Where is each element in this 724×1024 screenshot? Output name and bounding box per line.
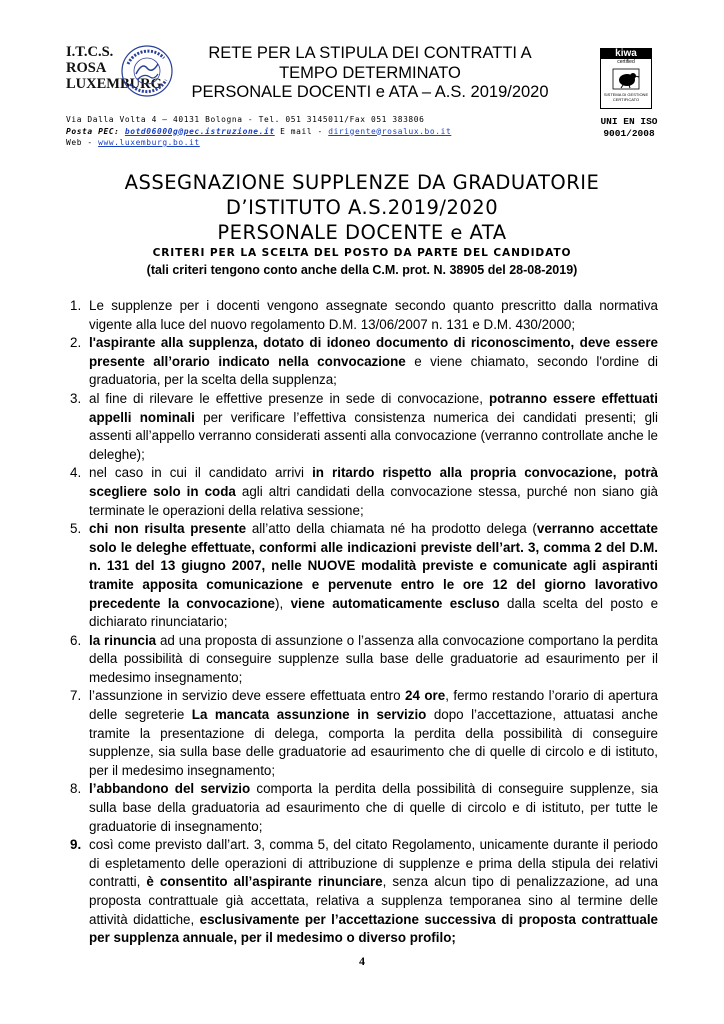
criteria-item-number: 7. <box>70 688 82 704</box>
school-seal-icon <box>120 44 174 98</box>
document-note: (tali criteri tengono conto anche della C.M. prot. N. 38905 del 28-08-2019) <box>146 263 578 277</box>
criteria-item-text: ), <box>274 595 291 611</box>
page-number: 4 <box>359 954 365 968</box>
kiwa-certification-logo <box>600 48 652 110</box>
logo-line-3: LUXEMBURG <box>66 76 162 92</box>
school-address-block <box>66 114 451 149</box>
website-link[interactable]: www.luxemburg.bo.it <box>98 138 200 147</box>
criteria-item-number: 5. <box>70 521 82 537</box>
criteria-item-bold-text: esclusivamente per l’accettazione successiva di proposta contrattuale per supplenza annuale, per il medesimo o diverso profilo; <box>89 911 658 946</box>
criteria-item-text: , senza alcun tipo di penalizzazione, ad una proposta contrattuale già accettata, relativa a supplenza temporanea sino al termine delle attività didattiche, <box>89 874 658 927</box>
criteria-item-bold-text: è consentito all’aspirante rinunciare <box>146 874 383 890</box>
criteria-item-text: l’assunzione in servizio deve essere effettuata entro <box>89 688 406 704</box>
criteria-item <box>70 520 658 632</box>
network-title-line-1: RETE PER LA STIPULA DEI CONTRATTI A <box>208 44 532 62</box>
document-title-line-1: ASSEGNAZIONE SUPPLENZE DA GRADUATORIE <box>124 171 600 194</box>
criteria-item-number: 2. <box>70 335 82 351</box>
criteria-item-number: 3. <box>70 390 82 406</box>
document-title <box>60 170 664 245</box>
criteria-item <box>70 632 658 688</box>
criteria-item <box>70 390 658 464</box>
email-link[interactable]: dirigente@rosalux.bo.it <box>328 126 452 136</box>
criteria-item-bold-text: chi non risulta presente <box>89 521 247 537</box>
network-title-line-3: PERSONALE DOCENTI e ATA – A.S. 2019/2020 <box>191 83 549 101</box>
criteria-item-bold-text: la rinuncia <box>89 632 157 648</box>
logo-line-1: I.T.C.S. <box>66 44 114 60</box>
criteria-item-text: nel caso in cui il candidato arrivi <box>89 465 313 481</box>
criteria-item-bold-text: 24 ore <box>405 688 446 704</box>
iso-standard <box>587 116 671 140</box>
criteria-item-text: , fermo restando l’orario di apertura delle segreterie <box>89 688 658 723</box>
criteria-item <box>70 687 658 780</box>
kiwa-bird-icon <box>601 66 651 92</box>
criteria-item-text: Le supplenze per i docenti vengono assegnate secondo quanto prescritto dalla normativa vigente alla luce del nuovo regolamento D.M. 13/06/2007 n. 131 e D.M. 430/2000; <box>89 298 658 332</box>
network-title-line-2: TEMPO DETERMINATO <box>279 63 461 82</box>
document-title-line-3: PERSONALE DOCENTE e ATA <box>217 221 507 244</box>
document-subtitle: CRITERI PER LA SCELTA DEL POSTO DA PARTE DEL CANDIDATO <box>152 247 572 259</box>
criteria-item-number: 4. <box>70 465 82 481</box>
criteria-item-number: 6. <box>70 632 82 648</box>
criteria-item <box>70 836 658 948</box>
criteria-item-bold-text: l'aspirante alla supplenza, dotato di idoneo documento di riconoscimento, deve essere presente all’orario indicato nella convocazione <box>89 335 658 369</box>
criteria-item-text: dalla scelta del posto e dichiarato rinunciatario; <box>89 595 659 630</box>
criteria-item-bold-text: in ritardo rispetto alla propria convocazione, potrà scegliere solo in coda <box>89 465 658 499</box>
kiwa-brand: kiwa <box>600 48 652 59</box>
pec-label: Posta PEC: <box>66 126 120 136</box>
criteria-item-text: al fine di rilevare le effettive presenze in sede di convocazione, <box>89 390 489 406</box>
school-logo <box>66 44 178 106</box>
criteria-item-text: all’atto della chiamata né ha prodotto delega ( <box>246 521 537 537</box>
document-title-line-2: D’ISTITUTO A.S.2019/2020 <box>225 196 499 219</box>
criteria-item <box>70 464 658 520</box>
iso-line-2: 9001/2008 <box>603 128 655 139</box>
criteria-item-number: 9. <box>70 837 82 853</box>
web-label: Web - <box>66 138 93 147</box>
kiwa-certified-text: certified <box>617 59 635 65</box>
criteria-item-text: ad una proposta di assunzione o l’assenza alla convocazione comportano la perdita della possibilità di conseguire supplenze sulla base delle graduatorie ad esaurimento per il medesimo insegnamento; <box>89 632 658 685</box>
pec-email-link[interactable]: botd06000g@pec.istruzione.it <box>124 126 275 136</box>
criteria-item-text: così come previsto dall’art. 3, comma 5, del citato Regolamento, unicamente durante il periodo di espletamento delle operazioni di attribuzione di supplenze e prima della stipula dei relativi contratti, <box>89 837 658 890</box>
criteria-item-text: dopo l’accettazione, attuatasi anche tramite la presentazione di delega, comporta la perdita della possibilità di conseguire supplenze, sia sulla base delle graduatorie ad esaurimento che di quelle di circolo e di istituto, per il medesimo insegnamento; <box>89 707 658 778</box>
kiwa-system-text: SISTEMA DI GESTIONE CERTIFICATO <box>603 92 649 102</box>
address-line: Via Dalla Volta 4 – 40131 Bologna - Tel. 051 3145011/Fax 051 383806 <box>66 115 425 124</box>
logo-line-2: ROSA <box>66 60 107 76</box>
criteria-item-text: per verificare l’effettiva consistenza numerica dei candidati presenti; gli assenti all’appello verranno considerati assenti alla convocazione (verranno controllate anche le deleghe); <box>89 409 658 462</box>
criteria-item-number: 1. <box>70 298 82 313</box>
criteria-item-bold-text: verranno accettate solo le deleghe effettuate, conformi alle indicazioni previste dell’art. 3, comma 2 del D.M. n. 131 del 13 giugno 2007, nelle NUOVE modalità previste e comunicate agli aspiranti tramite apposita comunicazione e pervenute entro le ore 12 del giorno lavorativo precedente la convocazione <box>89 521 658 611</box>
pec-line <box>66 126 451 138</box>
criteria-item-bold-text: potranno essere effettuati appelli nominali <box>89 390 658 425</box>
criteria-item <box>70 334 658 390</box>
criteria-item-text: agli altri candidati della convocazione stessa, purché non siano già terminate le operazioni della relativa sessione; <box>89 483 658 518</box>
email-label: E mail - <box>280 126 323 136</box>
criteria-item-bold-text: La mancata assunzione in servizio <box>191 707 427 723</box>
criteria-item-text: comporta la perdita della possibilità di conseguire supplenze, sia sulla base della graduatoria ad esaurimento che di quelle di circolo e di istituto, per tutte le graduatorie di insegnamento; <box>89 781 659 834</box>
web-line <box>66 137 451 149</box>
kiwa-mark-box <box>600 59 652 109</box>
network-title <box>185 44 555 103</box>
criteria-item-number: 8. <box>70 781 82 797</box>
criteria-list <box>70 297 658 948</box>
iso-line-1: UNI EN ISO <box>600 116 658 127</box>
criteria-item-bold-text: viene automaticamente escluso <box>290 595 500 611</box>
criteria-item-bold-text: l’abbandono del servizio <box>89 781 251 797</box>
criteria-item <box>70 297 658 334</box>
criteria-item-text: e viene chiamato, secondo l'ordine di graduatoria, per la scelta della supplenza; <box>89 353 659 388</box>
criteria-item <box>70 780 658 836</box>
